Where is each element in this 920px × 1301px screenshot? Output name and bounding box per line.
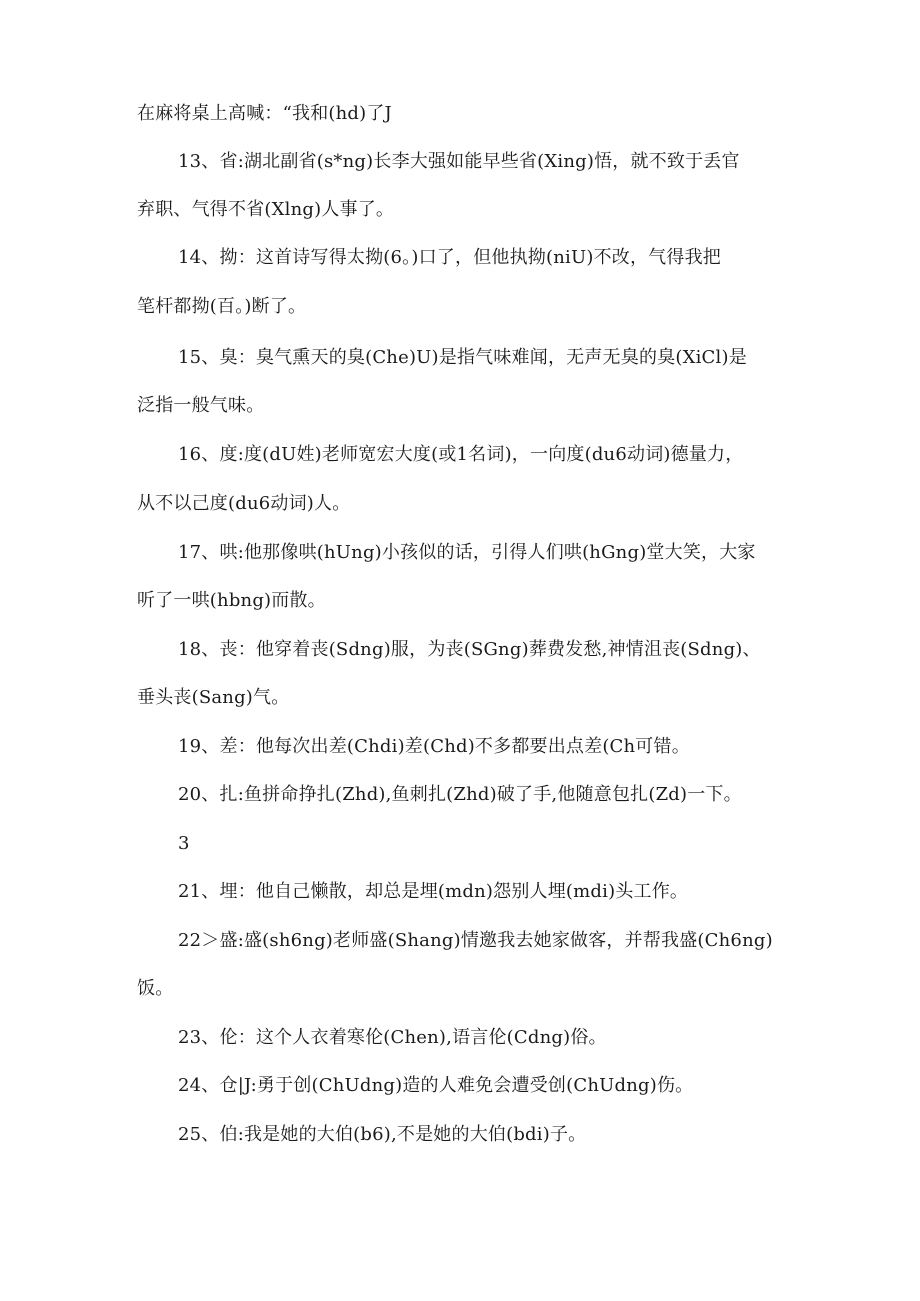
item-13-line-1: 13、省:湖北副省(s*ng)长李大强如能早些省(Xing)悟，就不致于丢官 xyxy=(178,151,740,172)
item-13-line-2: 弃职、气得不省(Xlng)人事了。 xyxy=(137,199,395,220)
item-23-line: 23、伦：这个人衣着寒伦(Chen),语言伦(Cdng)俗。 xyxy=(178,1027,607,1048)
item-22-line-1: 22＞盛:盛(sh6ng)老师盛(Shang)情邀我去她家做客，并帮我盛(Ch6ng) xyxy=(178,930,773,951)
item-17-line-1: 17、哄:他那像哄(hUng)小孩似的话，引得人们哄(hGng)堂大笑，大家 xyxy=(178,542,756,563)
item-16-line-1: 16、度:度(dU姓)老师宽宏大度(或1名词)，一向度(du6动词)德量力， xyxy=(178,444,744,465)
item-18-line-2: 垂头丧(Sang)气。 xyxy=(137,687,290,708)
item-21-line: 21、埋：他自己懒散，却总是埋(mdn)怨别人埋(mdi)头工作。 xyxy=(178,881,689,902)
item-16-line-2: 从不以己度(du6动词)人。 xyxy=(137,493,351,514)
item-25-line: 25、伯:我是她的大伯(b6),不是她的大伯(bdi)子。 xyxy=(178,1124,587,1145)
item-24-line: 24、仓|J:勇于创(ChUdng)造的人难免会遭受创(ChUdng)伤。 xyxy=(178,1075,694,1096)
item-17-line-2: 听了一哄(hbng)而散。 xyxy=(137,590,326,611)
item-18-line-1: 18、丧：他穿着丧(Sdng)服，为丧(SGng)葬费发愁,神情沮丧(Sdng)、 xyxy=(178,639,761,660)
item-20-line: 20、扎:鱼拼命挣扎(Zhd),鱼刺扎(Zhd)破了手,他随意包扎(Zd)一下。 xyxy=(178,784,742,805)
item-15-line-2: 泛指一般气味。 xyxy=(137,395,265,416)
item-15-line-1: 15、臭：臭气熏天的臭(Che)U)是指气味难闻，无声无臭的臭(XiCl)是 xyxy=(178,347,747,368)
item-19-line: 19、差：他每次出差(Chdi)差(Chd)不多都要出点差(Ch可错。 xyxy=(178,736,690,757)
page-number: 3 xyxy=(178,833,190,854)
item-22-line-2: 饭。 xyxy=(137,978,174,999)
item-14-line-1: 14、拗：这首诗写得太拗(6。)口了，但他执拗(niU)不改，气得我把 xyxy=(178,247,721,268)
item-14-line-2: 笔杆都拗(百。)断了。 xyxy=(137,296,307,317)
text-line-1: 在麻将桌上高喊：“我和(hd)了J xyxy=(137,103,392,124)
